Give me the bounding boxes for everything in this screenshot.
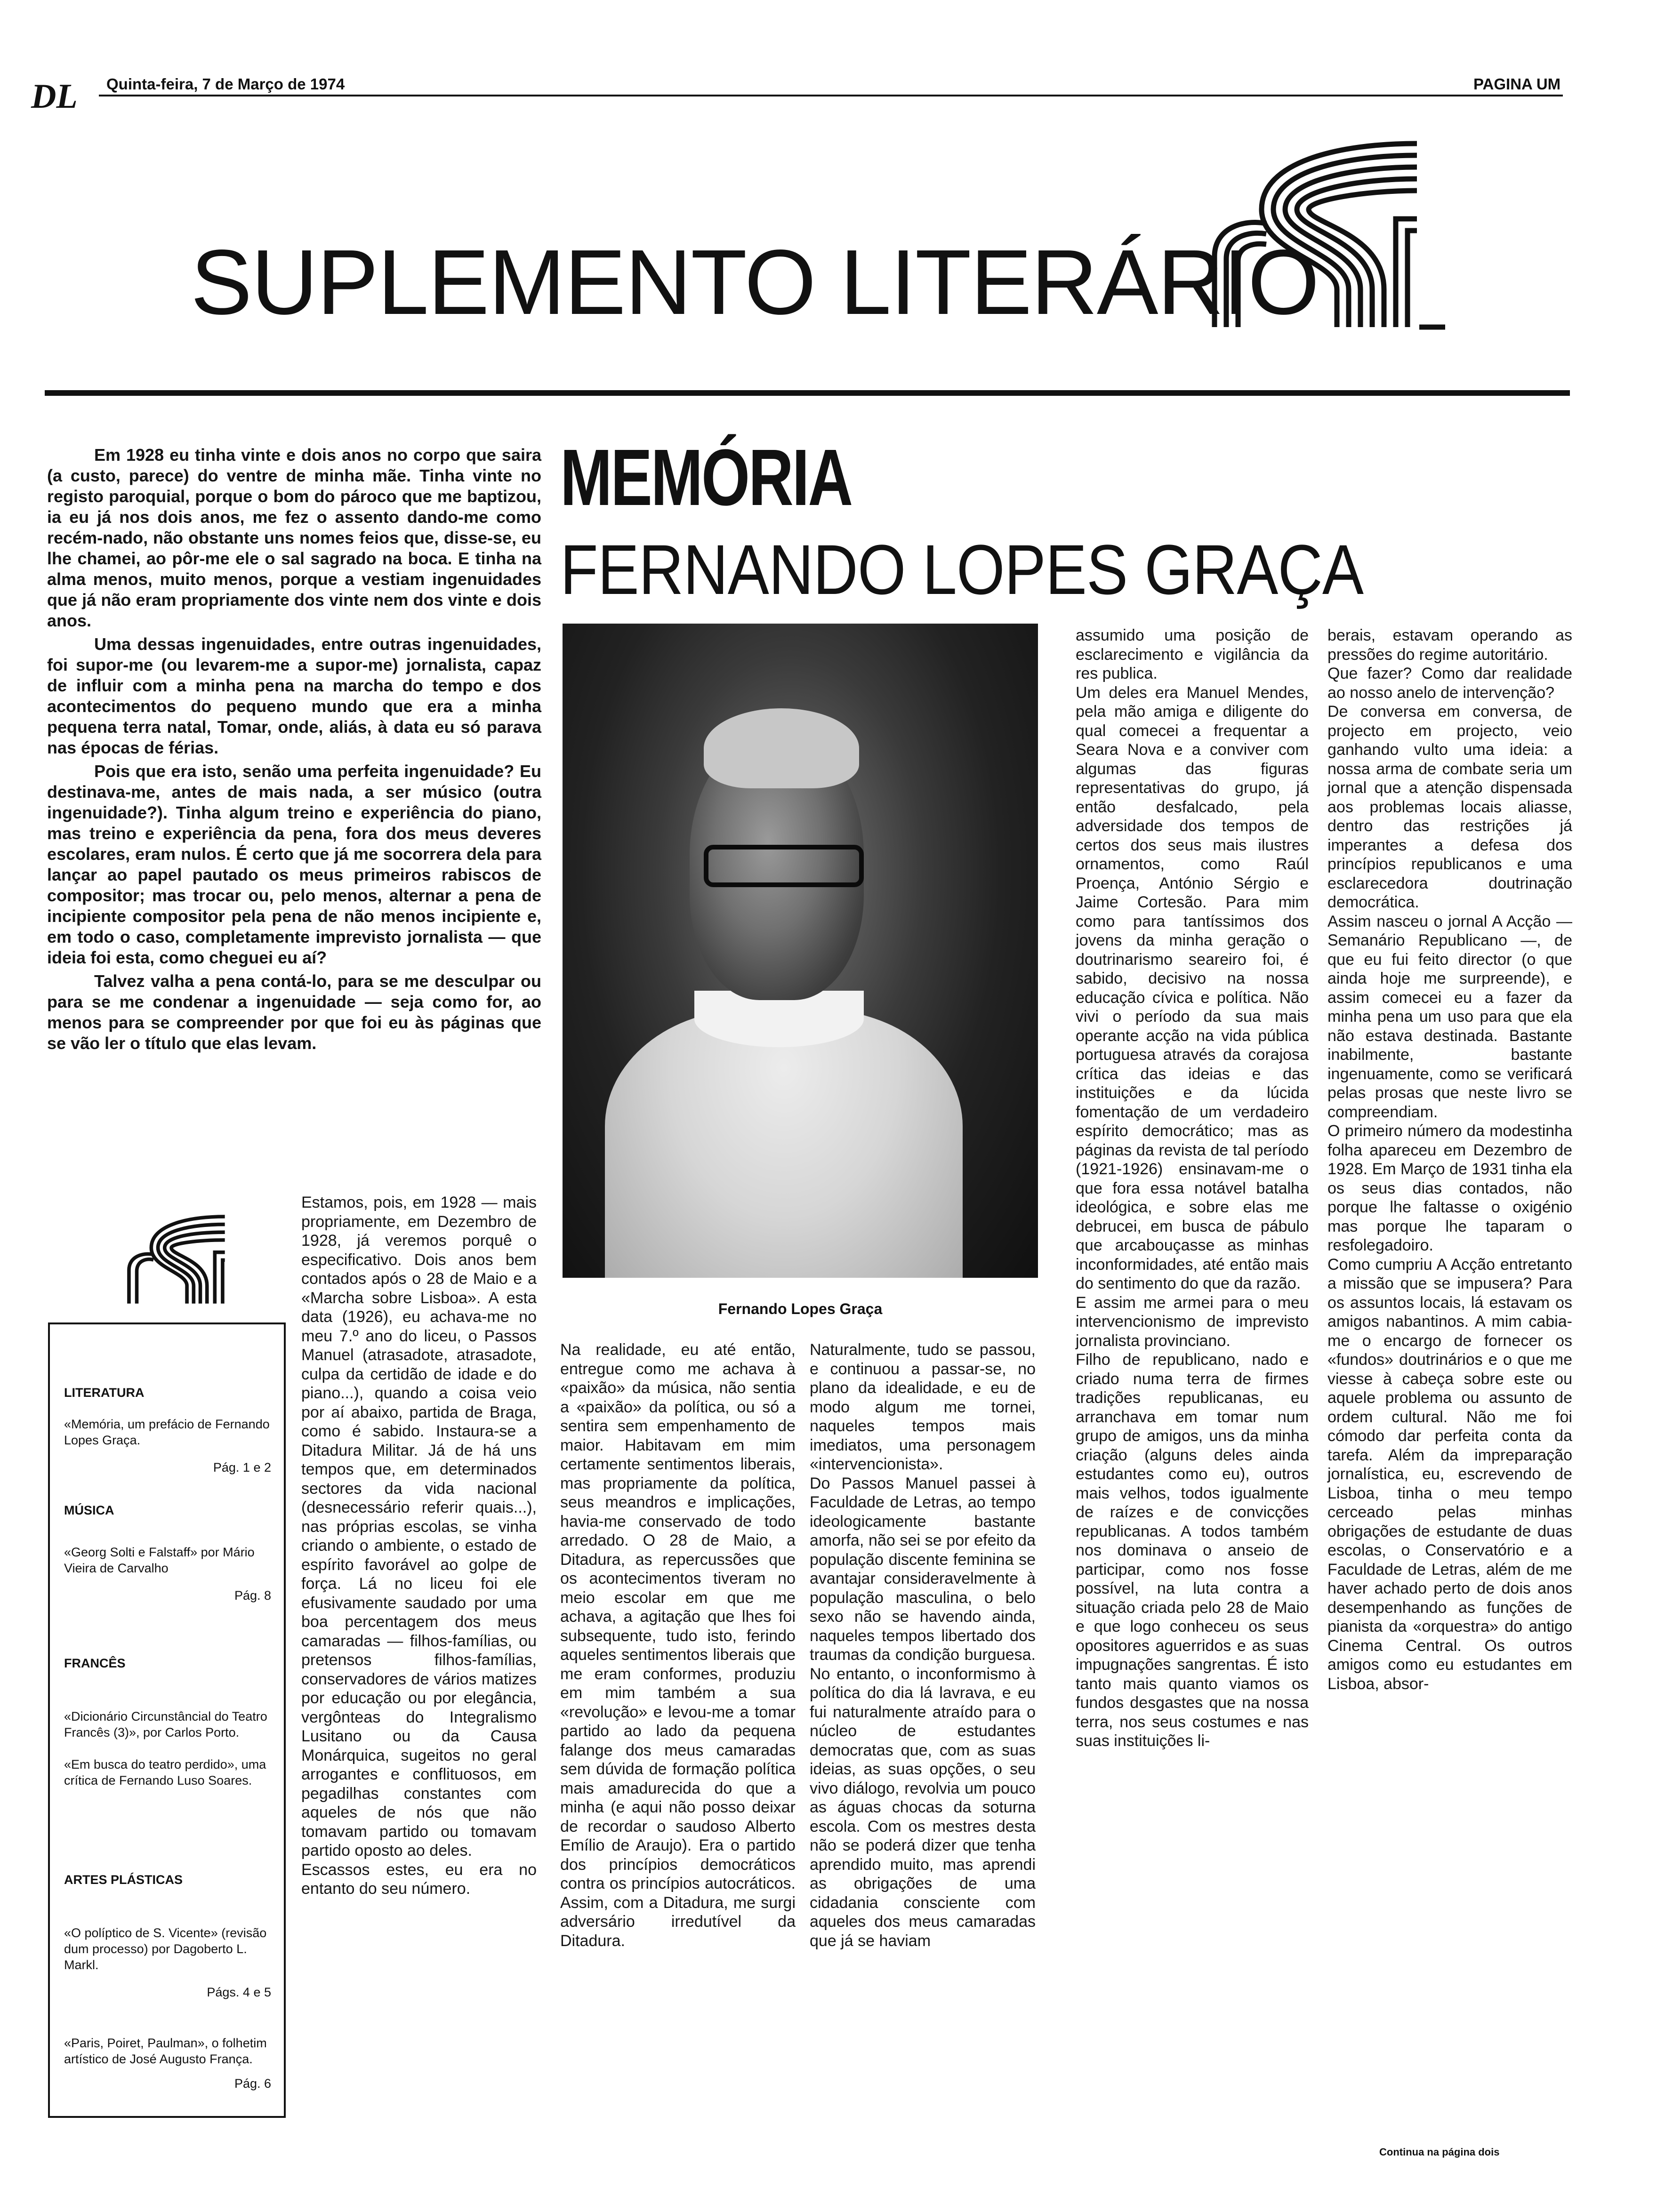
toc-section	[64, 1386, 271, 1475]
toc-item[interactable]: «Georg Solti e Falstaff» por Mário Vieira de Carvalho	[64, 1545, 255, 1575]
header-logo: DL	[31, 77, 78, 116]
toc-category: MÚSICA	[64, 1503, 114, 1517]
header-rule	[99, 95, 1563, 96]
table-of-contents	[48, 1322, 286, 2118]
toc-category: ARTES PLÁSTICAS	[64, 1873, 183, 1887]
masthead-rule	[45, 390, 1570, 396]
toc-section	[64, 1656, 271, 1788]
toc-category: LITERATURA	[64, 1386, 145, 1400]
continued-note[interactable]: Continua na página dois	[1379, 2146, 1500, 2158]
article-column-3: Naturalmente, tudo se passou, e continuou a passar-se, no plano da idealidade, e eu de modo algum me tornei, naqueles tempos mais imediatos, uma personagem «intervencionista». Do Passos Manuel passei à Faculdade de Letras, ao tempo ideologicamente bastante amorfa, não sei se por efeito da população discente feminina se avantajar consideravelmente à população masculina, o belo sexo não se havendo ainda, naqueles tempos libertado dos traumas da condição burguesa. No entanto, o inconformismo à política do dia lá lavrava, e eu fui naturalmente atraído para o núcleo de estudantes democratas que, com as suas ideias, as suas opções, o seu vivo diálogo, revolvia um pouco as águas chocas da soturna escola. Com os mestres desta não se poderá dizer que tenha aprendido muito, mas aprendi as obrigações de uma cidadania consciente com aqueles dos meus camaradas que já se haviam	[810, 1341, 1036, 1950]
article-column-4: assumido uma posição de esclarecimento e vigilância da res publica. Um deles era Manuel Mendes, pela mão amiga e diligente do qual comecei a frequentar a Seara Nova e a conviver com algumas das figuras representativas do grupo, já então desfalcado, pela adversidade dos tempos de certos dos seus mais ilustres ornamentos, como Raúl Proença, António Sérgio e Jaime Cortesão. Para mim como para tantíssimos dos jovens da minha geração o doutrinarismo seareiro foi, é sabido, decisivo na nossa educação cívica e política. Não vivi o período da sua mais operante acção na vida pública portuguesa através da corajosa crítica das ideias e das instituições e da lúcida fomentação de um verdadeiro espírito democrático; mas as páginas da revista de tal período (1921-1926) ensinavam-me o que fora essa notável batalha ideológica, e sobre elas me debrucei, em busca de pábulo que arcabouçasse as minhas inconformidades, até então mais do sentimento do que da razão. E assim me armei para o meu intervencionismo de imprevisto jornalista provinciano. Filho de republicano, nado e criado numa terra de firmes tradições republicanas, eu arranchava em tomar num grupo de amigos, uns da minha criação (alguns deles ainda estudantes como eu), outros mais velhos, todos igualmente de raízes e de convicções republicanas. A todos também nos dominava o anseio de participar, como nos fosse possível, na luta contra a situação criada pelo 28 de Maio e que logo conheceu os seus opositores aguerridos e as suas impugnações sangrentas. É isto tanto mais quanto viamos os fundos desgastes que na nossa terra, nos seus costumes e nas suas instituições li-	[1076, 626, 1309, 1750]
article-intro	[47, 445, 541, 1057]
toc-sl-logo	[120, 1212, 247, 1306]
toc-item[interactable]: «Dicionário Circunstâncial do Teatro Francês (3)», por Carlos Porto.	[64, 1709, 267, 1739]
toc-page-ref: Pág. 1 e 2	[213, 1460, 271, 1475]
article-column-1: Estamos, pois, em 1928 — mais propriamente, em Dezembro de 1928, já veremos porquê o especificativo. Dois anos bem contados após o 28 de Maio e a «Marcha sobre Lisboa». A esta data (1926), eu achava-me no meu 7.º ano do liceu, o Passos Manuel (atrasadote, atrasadote, culpa da certidão de idade e do piano...), quando a coisa veio por aí abaixo, partida de Braga, como é sabido. Instaura-se a Ditadura Militar. Já de há uns tempos que, em determinados sectores da vida nacional (desnecessário referir quais...), nas próprias escolas, se vinha criando o ambiente, o estado de espírito favorável ao golpe de força. Lá no liceu foi ele efusivamente saudado por uma boa percentagem dos meus camaradas — filhos-famílias, ou pretensos filhos-famílias, conservadores de vários matizes por educação ou por elegância, vergônteas do Integralismo Lusitano ou da Causa Monárquica, sugeitos no geral arrogantes e conflituosos, em pegadilhas constantes com aqueles de nós que não tomavam partido ou tomavam partido oposto ao deles. Escassos estes, eu era no entanto do seu número.	[301, 1194, 537, 1898]
article-column-2: Na realidade, eu até então, entregue como me achava à «paixão» da música, não sentia a «paixão» da política, ou só a sentira sem empenhamento de maior. Habitavam em mim certamente sentimentos liberais, mas propriamente da política, seus meandros e implicações, havia-me conservado de todo arredado. O 28 de Maio, a Ditadura, as repercussões que os acontecimentos tiveram no meio escolar em que me achava, a agitação que lhes foi subsequente, tudo isto, ferindo aqueles sentimentos liberais que me eram conformes, produziu em mim também a sua «revolução» e levou-me a tomar partido ao lado da pequena falange dos meus camaradas sem dúvida de formação política mais amadurecida do que a minha (e aqui não posso deixar de recordar o saudoso Alberto Emílio de Araujo). Era o partido dos princípios democráticos contra os princípios autocráticos. Assim, com a Ditadura, me surgi adversário irredutível da Ditadura.	[560, 1341, 796, 1950]
toc-category: FRANCÊS	[64, 1656, 126, 1670]
toc-section	[64, 2035, 271, 2091]
article-headline: FERNANDO LOPES GRAÇA	[560, 530, 1364, 609]
intro-paragraph: Pois que era isto, senão uma perfeita ingenuidade? Eu destinava-me, antes de mais nada, a ser músico (outra ingenuidade?). Tinha algum treino e experiência do piano, mas treino e experiência da pena, fora dos meus deveres escolares, eram nulos. É certo que já me socorrera dela para lançar ao papel pautado os meus primeiros rabiscos de compositor; mas trocar ou, pelo menos, alternar a pena de incipiente compositor pela pena de não menos incipiente e, em todo o caso, completamente imprevisto jornalista — que ideia foi esta, como cheguei eu aí?	[47, 761, 541, 967]
intro-paragraph: Em 1928 eu tinha vinte e dois anos no corpo que saira (a custo, parece) do ventre de minha mãe. Tinha vinte no registo paroquial, porque o bom do pároco que me baptizou, ia eu já nos dois anos, me fez o assento dando-me como recém-nado, não obstante uns nomes feios que, disse-se, eu lhe chamei, ao pôr-me ele o sal sagrado na boca. E tinha na alma menos, muito menos, porque a vestiam ingenuidades que já não eram propriamente dos vinte nem dos vinte e dois anos.	[47, 445, 541, 630]
toc-page-ref: Pág. 8	[234, 1588, 271, 1603]
photo-caption: Fernando Lopes Graça	[718, 1300, 883, 1317]
header-page-label: PAGINA UM	[1473, 75, 1561, 93]
toc-item[interactable]: «Memória, um prefácio de Fernando Lopes Graça.	[64, 1417, 270, 1447]
intro-paragraph: Talvez valha a pena contá-lo, para se me desculpar ou para se me condenar a ingenuidade — seja como for, ao menos para se compreender por que foi eu às páginas que se vão ler o título que elas levam.	[47, 971, 541, 1053]
toc-page-ref: Págs. 4 e 5	[207, 1985, 271, 1999]
toc-item[interactable]: «Em busca do teatro perdido», uma crítica de Fernando Luso Soares.	[64, 1757, 266, 1787]
article-column-5: berais, estavam operando as pressões do regime autoritário. Que fazer? Como dar realidade ao nosso anelo de intervenção? De conversa em conversa, de projecto em projecto, veio ganhando vulto uma ideia: a nossa arma de combate seria um jornal que a atenção dispensada aos problemas locais aliasse, dentro das restrições já imperantes a defesa dos princípios republicanos e uma esclarecedora doutrinação democrática. Assim nasceu o jornal A Acção — Semanário Republicano —, de que eu fui feito director (o que ainda hoje me surpreende), e assim comecei eu a fazer da minha pena um uso para que ela não estava destinada. Bastante inabilmente, bastante ingenuamente, como se verificará pelas prosas que neste livro se compreendiam. O primeiro número da modestinha folha apareceu em Dezembro de 1928. Em Março de 1931 tinha ela os seus dias contados, não porque lhe faltasse o oxigénio mas porque lhe taparam o resfolegadoiro. Como cumpriu A Acção entretanto a missão que se impusera? Para os assuntos locais, lá estavam os amigos nabantinos. A mim cabia-me o encargo de fornecer os «fundos» doutrinários e o que me viesse à cabeça sobre este ou aquele problema ou assunto de ordem cultural. Não me foi cómodo dar perfeita conta da tarefa. Além da impreparação jornalística, eu, escrevendo de Lisboa, tinha o meu tempo cerceado pelas minhas obrigações de estudante de duas escolas, o Conservatório e a Faculdade de Letras, além de me haver achado perto de dois anos desempenhando as funções de pianista da «orquestra» do antigo Cinema Central. Os outros amigos como eu estudantes em Lisboa, absor-	[1327, 626, 1572, 1693]
masthead-sl-logo	[1196, 134, 1464, 332]
intro-paragraph: Uma dessas ingenuidades, entre outras ingenuidades, foi supor-me (ou levarem-me a supor-me) jornalista, capaz de influir com a minha pena na marcha do tempo e dos acontecimentos do pequeno mundo que era a minha pequena terra natal, Tomar, onde, aliás, à data eu só parava nas épocas de férias.	[47, 634, 541, 757]
toc-item[interactable]: «Paris, Poiret, Paulman», o folhetim artístico de José Augusto França.	[64, 2036, 267, 2066]
toc-section	[64, 1503, 271, 1603]
masthead-title: SUPLEMENTO LITERÁRIO	[191, 231, 1319, 334]
header-date: Quinta-feira, 7 de Março de 1974	[106, 75, 345, 93]
toc-item[interactable]: «O políptico de S. Vicente» (revisão dum processo) por Dagoberto L. Markl.	[64, 1926, 267, 1972]
author-photo	[563, 624, 1038, 1278]
toc-section	[64, 1873, 271, 2000]
article-kicker: MEMÓRIA	[560, 433, 852, 522]
toc-page-ref: Pág. 6	[234, 2076, 271, 2091]
